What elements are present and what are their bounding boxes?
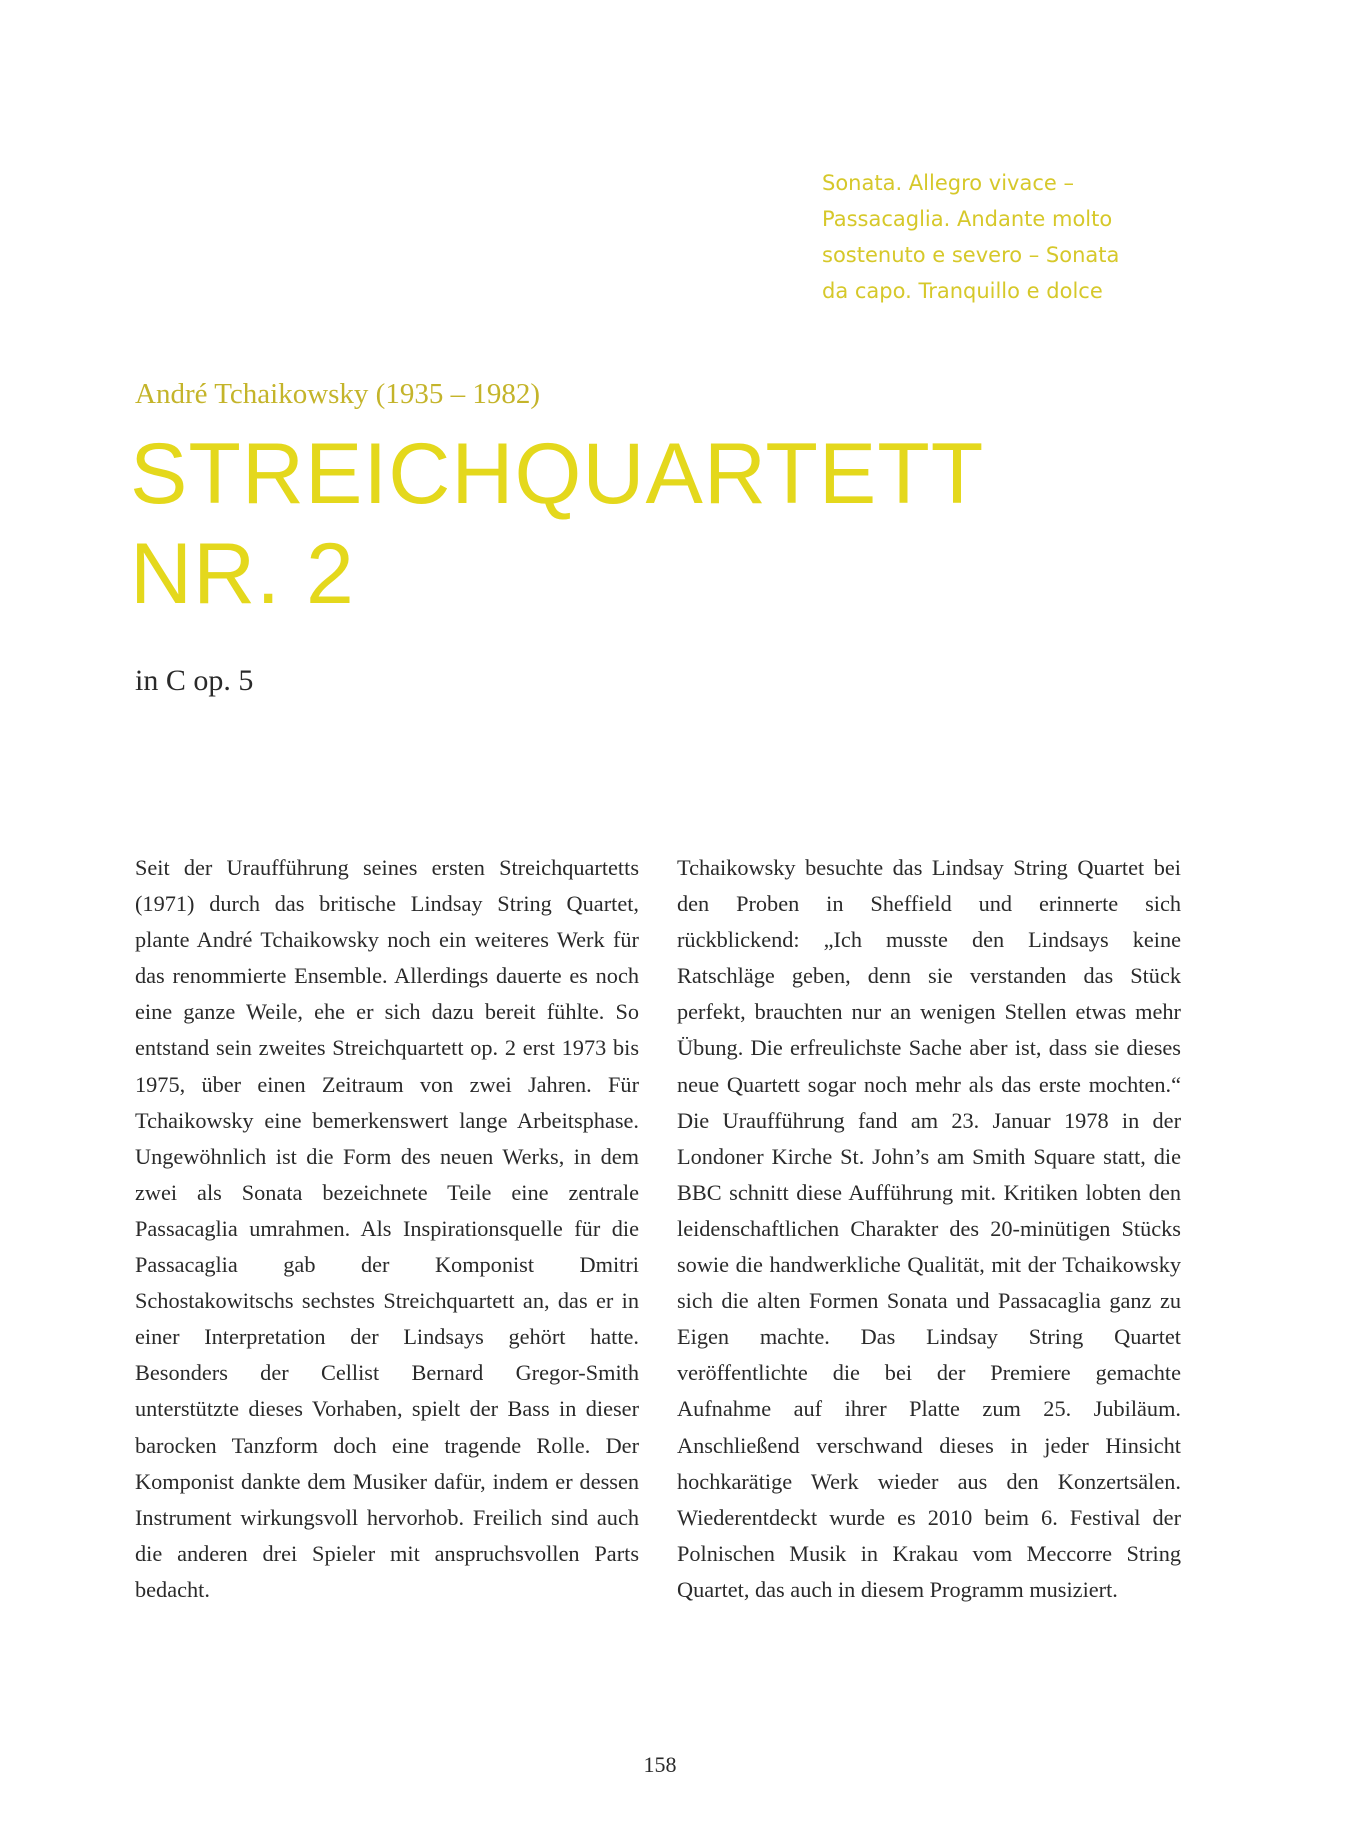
body-column-right: Tchaikowsky besuchte das Lindsay String Quartet bei den Proben in Sheffield und erinnerte sich rückblickend: „Ich musste den Lindsays keine Ratschläge geben, denn sie verstanden das Stück perfekt, brauchten nur an wenigen Stellen etwas mehr Übung. Die erfreulichste Sache aber ist, dass sie dieses neue Quartett sogar noch mehr als das erste mochten.“ Die Uraufführung fand am 23. Januar 1978 in der Londoner Kirche St. John’s am Smith Square statt, die BBC schnitt diese Aufführung mit. Kritiken lobten den leidenschaftlichen Charakter des 20-minütigen Stücks sowie die handwerkliche Qualität, mit der Tchaikowsky sich die alten Formen Sonata und Passacaglia ganz zu Eigen machte. Das Lindsay String Quartet veröffentlichte die bei der Premiere gemachte Aufnahme auf ihrer Platte zum 25. Jubiläum. Anschließend verschwand dieses in jeder Hinsicht hochkarätige Werk wieder aus den Konzertsälen. Wiederentdeckt wurde es 2010 beim 6. Festival der Polnischen Musik in Krakau vom Meccorre String Quartet, das auch in diesem Programm musiziert. — [677, 855, 1181, 1602]
body-column-left: Seit der Uraufführung seines ersten Streichquartetts (1971) durch das britische Lindsay String Quartet, plante André Tchaikowsky noch ein weiteres Werk für das renommierte Ensemble. Allerdings dauerte es noch eine ganze Weile, ehe er sich dazu bereit fühlte. So entstand sein zweites Streichquartett op. 2 erst 1973 bis 1975, über einen Zeitraum von zwei Jahren. Für Tchaikowsky eine bemerkenswert lange Arbeitsphase. Ungewöhnlich ist die Form des neuen Werks, in dem zwei als Sonata bezeichnete Teile eine zentrale Passacaglia umrahmen. Als Inspirationsquelle für die Passacaglia gab der Komponist Dmitri Schostakowitschs sechstes Streichquartett an, das er in einer Interpretation der Lindsays gehört hatte. Besonders der Cellist Bernard Gregor-Smith unterstützte dieses Vorhaben, spielt der Bass in dieser barocken Tanzform doch eine tragende Rolle. Der Komponist dankte dem Musiker dafür, indem er dessen Instrument wirkungsvoll hervorhob. Freilich sind auch die anderen drei Spieler mit anspruchsvollen Parts bedacht. — [135, 855, 639, 1602]
movement-line: Sonata. Allegro vivace – — [822, 171, 1074, 195]
movement-line: sostenuto e severo – Sonata — [822, 243, 1120, 267]
movement-line: da capo. Tranquillo e dolce — [822, 279, 1103, 303]
composer-heading: André Tchaikowsky (1935 – 1982) — [135, 378, 540, 410]
work-subtitle: in C op. 5 — [135, 664, 254, 697]
movement-line: Passacaglia. Andante molto — [822, 207, 1113, 231]
title-line-1: STREICHQUARTETT — [130, 426, 985, 522]
movements-list — [822, 165, 1242, 309]
page-number: 158 — [643, 1752, 677, 1777]
title-line-2: NR. 2 — [130, 526, 355, 622]
page-title — [130, 424, 984, 624]
